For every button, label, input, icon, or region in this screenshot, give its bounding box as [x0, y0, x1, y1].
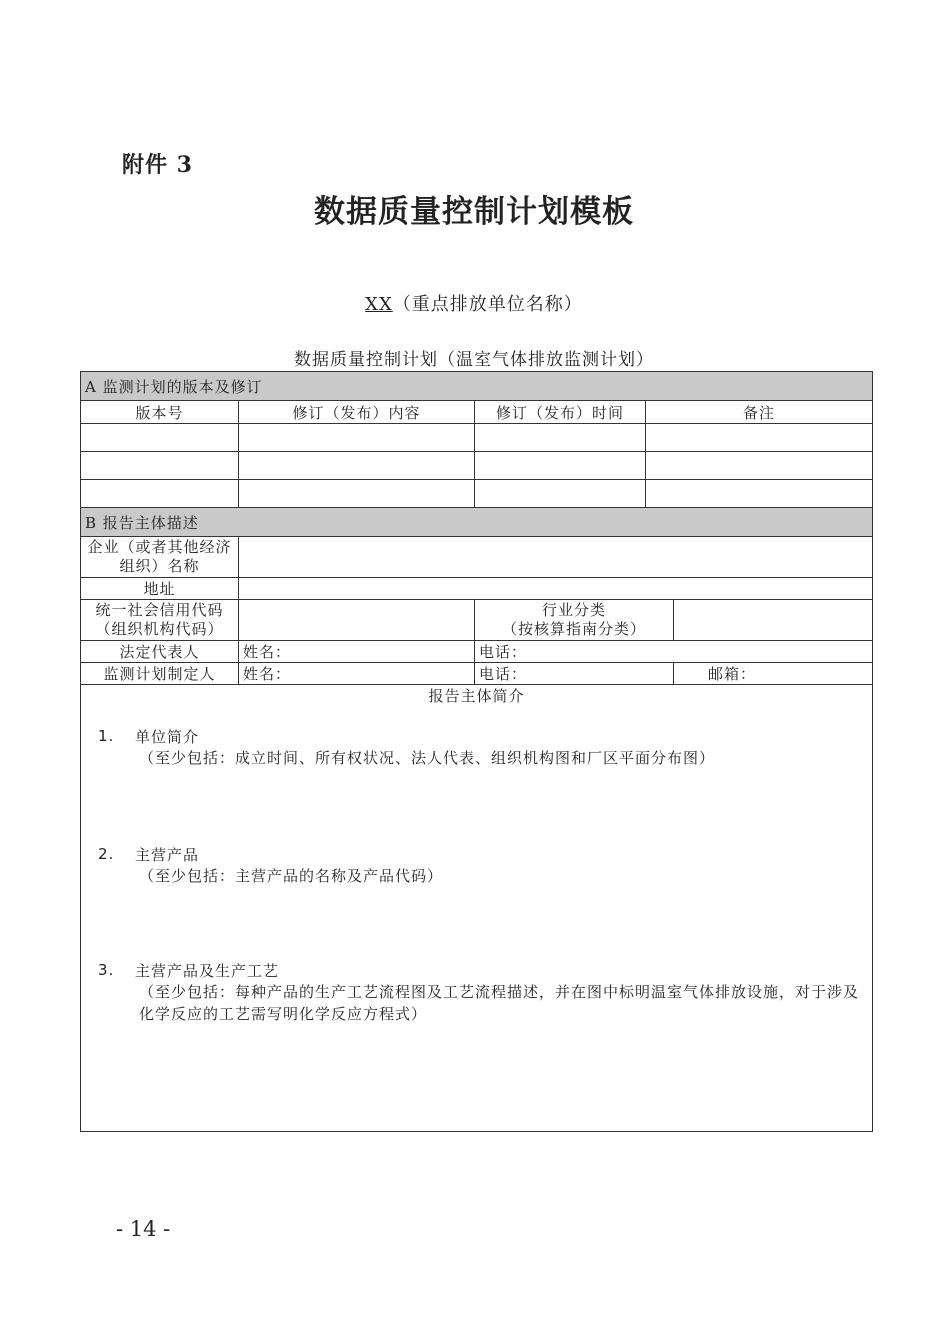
legal-rep-phone-field[interactable]: 电话：	[475, 641, 873, 663]
unit-name-line	[0, 290, 948, 316]
col-revision-time: 修订（发布）时间	[475, 401, 646, 424]
item-number: 3.	[98, 961, 115, 979]
document-title: 数据质量控制计划模板	[314, 194, 634, 230]
content-cell[interactable]	[239, 452, 475, 480]
intro-item-unit	[98, 727, 868, 769]
company-name-label	[81, 537, 239, 578]
item-note: （至少包括：每种产品的生产工艺流程图及工艺流程描述，并在图中标明温室气体排放设施，对于涉及化学反应的工艺需写明化学反应方程式）	[139, 983, 860, 1023]
item-number: 1.	[98, 727, 115, 745]
company-name-field[interactable]	[239, 537, 873, 578]
content-cell[interactable]	[239, 424, 475, 452]
intro-cell[interactable]	[81, 685, 873, 1132]
remarks-cell[interactable]	[646, 480, 873, 508]
unit-name-hint: （重点排放单位名称）	[392, 294, 583, 315]
item-note: （至少包括：主营产品的名称及产品代码）	[139, 867, 444, 885]
address-label: 地址	[81, 578, 239, 600]
plan-maker-label: 监测计划制定人	[81, 663, 239, 685]
item-label: 主营产品及生产工艺	[135, 962, 280, 980]
col-revision-content: 修订（发布）内容	[239, 401, 475, 424]
remarks-cell[interactable]	[646, 452, 873, 480]
plan-form-table	[80, 371, 873, 1132]
intro-item-process	[98, 961, 868, 1025]
credit-code-label-line1: 统一社会信用代码	[95, 601, 224, 619]
item-label: 主营产品	[135, 846, 200, 864]
section-a-header	[81, 372, 873, 401]
version-cell[interactable]	[81, 452, 239, 480]
address-field[interactable]	[239, 578, 873, 600]
time-cell[interactable]	[475, 424, 646, 452]
industry-label	[475, 600, 674, 641]
intro-item-products	[98, 845, 868, 887]
credit-code-label	[81, 600, 239, 641]
section-b-header	[81, 508, 873, 537]
plan-title: 数据质量控制计划（温室气体排放监测计划）	[294, 350, 654, 370]
industry-field[interactable]	[674, 600, 873, 641]
industry-label-line1: 行业分类	[541, 601, 606, 619]
remarks-cell[interactable]	[646, 424, 873, 452]
plan-maker-phone-field[interactable]: 电话：	[475, 663, 674, 685]
industry-label-line2: （按核算指南分类）	[501, 620, 646, 638]
version-cell[interactable]	[81, 424, 239, 452]
col-remarks: 备注	[646, 401, 873, 424]
legal-rep-label: 法定代表人	[81, 641, 239, 663]
plan-maker-row	[81, 663, 873, 685]
company-name-label-line2: 组织）名称	[119, 557, 200, 575]
table-row	[81, 424, 873, 452]
credit-code-label-line2: （组织机构代码）	[95, 620, 224, 638]
intro-title: 报告主体简介	[428, 687, 525, 705]
plan-maker-name-field[interactable]: 姓名：	[239, 663, 475, 685]
company-name-label-line1: 企业（或者其他经济	[87, 538, 232, 556]
plan-maker-email-field[interactable]: 邮箱：	[674, 663, 873, 685]
time-cell[interactable]	[475, 452, 646, 480]
content-cell[interactable]	[239, 480, 475, 508]
legal-rep-row	[81, 641, 873, 663]
item-label: 单位简介	[135, 728, 200, 746]
credit-code-field[interactable]	[239, 600, 475, 641]
version-table-header	[81, 401, 873, 424]
attachment-label: 附件 3	[122, 152, 193, 178]
credit-code-row	[81, 600, 873, 641]
unit-placeholder: XX	[365, 294, 393, 315]
legal-rep-name-field[interactable]: 姓名：	[239, 641, 475, 663]
page-number: - 14 -	[116, 1217, 171, 1241]
table-row	[81, 452, 873, 480]
section-a-title: A 监测计划的版本及修订	[81, 372, 873, 401]
section-b-title: B 报告主体描述	[81, 508, 873, 537]
time-cell[interactable]	[475, 480, 646, 508]
address-row	[81, 578, 873, 600]
col-version: 版本号	[81, 401, 239, 424]
version-cell[interactable]	[81, 480, 239, 508]
company-name-row	[81, 537, 873, 578]
item-note: （至少包括：成立时间、所有权状况、法人代表、组织机构图和厂区平面分布图）	[139, 749, 716, 767]
table-row	[81, 480, 873, 508]
item-number: 2.	[98, 845, 115, 863]
intro-row	[81, 685, 873, 1132]
